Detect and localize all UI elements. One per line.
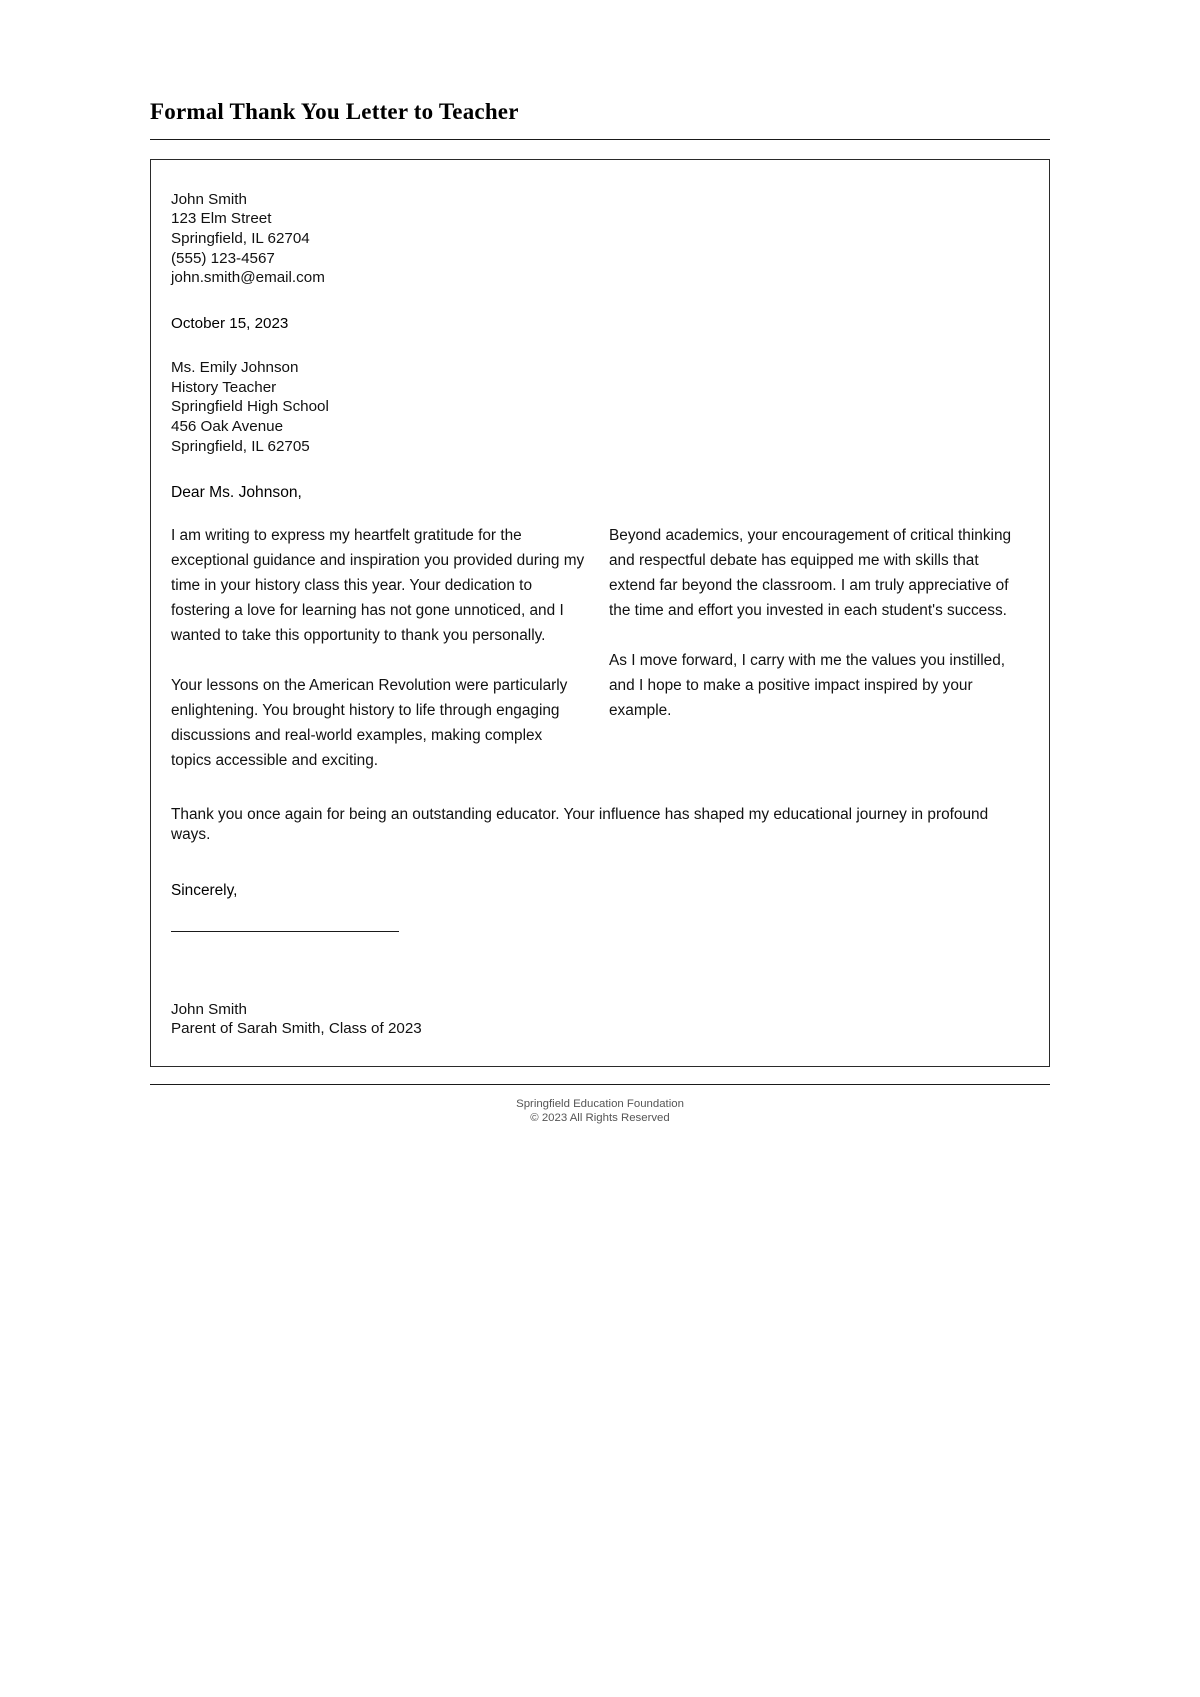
- footer-organization: Springfield Education Foundation: [516, 1098, 684, 1111]
- page-content: [150, 0, 1050, 1125]
- paragraph: Beyond academics, your encouragement of critical thinking and respectful debate has equipped me with skills that extend far beyond the classroom. I am truly appreciative of the time and effort you invested in each student's success.: [609, 527, 1012, 620]
- signature-line: [171, 931, 399, 932]
- signature-block: [171, 1000, 1023, 1039]
- right-column: [609, 523, 1023, 773]
- recipient-role: History Teacher: [171, 378, 277, 396]
- signer-name: John Smith: [171, 1000, 247, 1018]
- recipient-city-state-zip: Springfield, IL 62705: [171, 437, 310, 455]
- footer-divider: [150, 1084, 1050, 1085]
- sender-email: john.smith@email.com: [171, 269, 325, 287]
- closing-paragraph: Thank you once again for being an outstanding educator. Your influence has shaped my educational journey in profound ways.: [171, 806, 989, 843]
- sender-street: 123 Elm Street: [171, 210, 272, 228]
- sender-city-state-zip: Springfield, IL 62704: [171, 230, 310, 247]
- letter-body-frame: [150, 159, 1050, 1068]
- recipient-name: Ms. Emily Johnson: [171, 358, 299, 376]
- recipient-organization: Springfield High School: [171, 398, 329, 416]
- salutation: Dear Ms. Johnson,: [171, 484, 302, 502]
- page-title: Formal Thank You Letter to Teacher: [150, 99, 519, 124]
- letter-date: October 15, 2023: [171, 315, 289, 333]
- recipient-street: 456 Oak Avenue: [171, 417, 284, 435]
- sender-name: John Smith: [171, 190, 247, 208]
- footer-copyright: © 2023 All Rights Reserved: [530, 1112, 670, 1125]
- sender-phone: (555) 123-4567: [171, 249, 275, 267]
- paragraph: Your lessons on the American Revolution were particularly enlightening. You brought history to life through engaging discussions and real-world examples, making complex topics accessible and exciting.: [171, 677, 568, 770]
- paragraph: As I move forward, I carry with me the values you instilled, and I hope to make a positive impact inspired by your example.: [609, 652, 1006, 720]
- signer-relation: Parent of Sarah Smith, Class of 2023: [171, 1019, 422, 1037]
- valediction: Sincerely,: [171, 881, 238, 899]
- letter-columns: [171, 523, 1023, 773]
- page-footer: [150, 1097, 1050, 1125]
- title-divider: [150, 139, 1050, 140]
- recipient-address-block: [171, 358, 1023, 457]
- sender-address-block: [171, 190, 1023, 289]
- left-column: [171, 523, 585, 773]
- paragraph: I am writing to express my heartfelt gratitude for the exceptional guidance and inspiration you provided during my time in your history class this year. Your dedication to fostering a love for learning has not gone unnoticed, and I wanted to take this opportunity to thank you personally.: [171, 527, 585, 645]
